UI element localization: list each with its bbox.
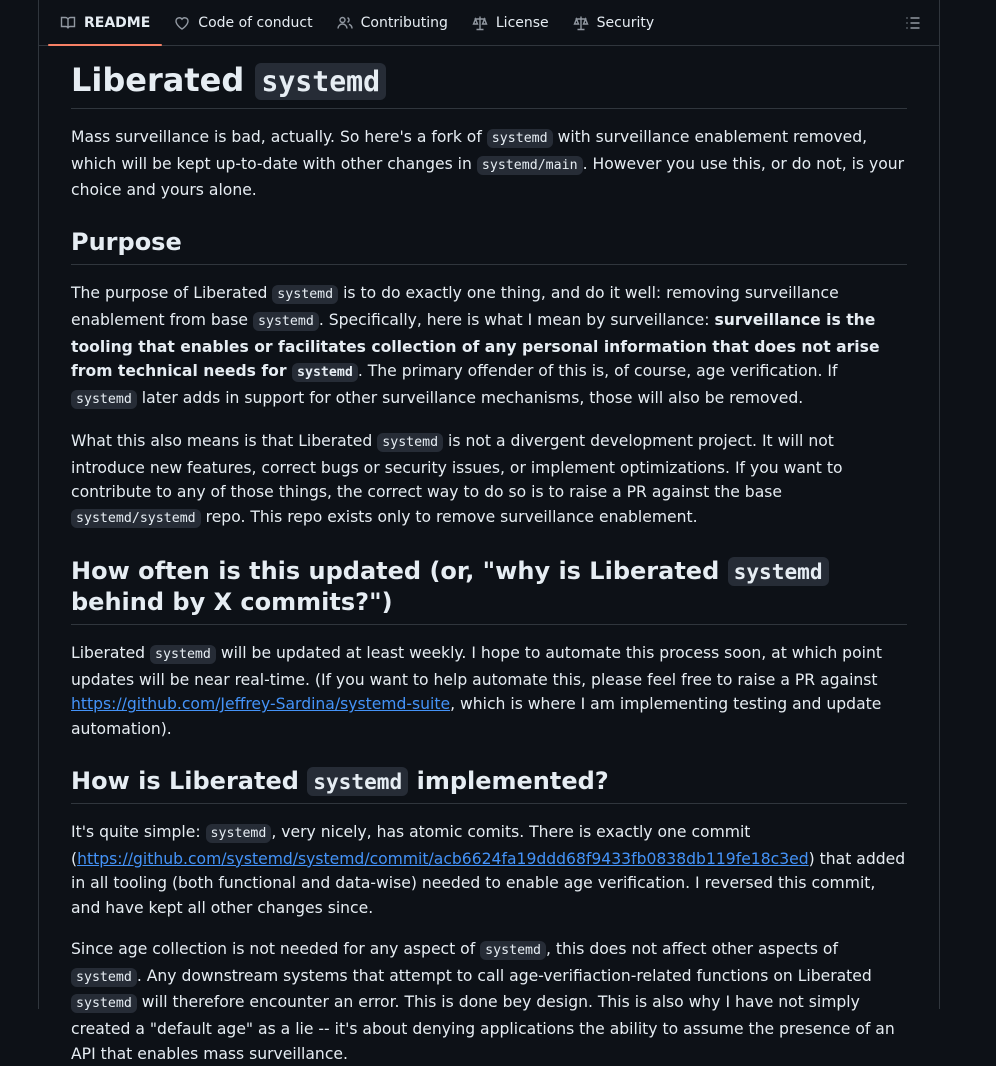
surveillance-definition: surveillance is the tooling that enables or facilitates collection of any personal information that does not arise from technical needs for systemd: [71, 311, 880, 381]
inline-code: systemd: [71, 968, 137, 987]
inline-code: systemd: [272, 285, 338, 304]
inline-code: systemd: [71, 994, 137, 1013]
readme-tab-bar: [39, 0, 939, 46]
readme-article: [39, 46, 939, 1066]
tab-readme[interactable]: [48, 0, 162, 45]
tab-code-of-conduct[interactable]: [162, 0, 324, 45]
tab-contributing-label: Contributing: [360, 14, 448, 31]
inline-code: systemd: [307, 767, 408, 796]
inline-code: systemd: [253, 312, 319, 331]
tab-readme-label: README: [84, 14, 151, 31]
heading-purpose: Purpose: [71, 227, 907, 265]
readme-panel: [38, 0, 940, 1063]
updates-paragraph: Liberated systemd will be updated at least weekly. I hope to automate this process soon, at which point updates will be near real-time. (If you want to help automate this, please feel free to raise a PR against https://github.com/Jeffrey-Sardina/systemd-suite, which is where I am implementing testing and update automation).: [71, 644, 882, 739]
inline-code: systemd: [480, 941, 546, 960]
tab-security-label: Security: [596, 14, 655, 31]
inline-code: systemd/main: [477, 156, 583, 175]
implementation-paragraph-2: Since age collection is not needed for any aspect of systemd , this does not affect other aspects of systemd . Any downstream systems that attempt to call age-verifiaction-related functions on Liberated systemd will therefore encounter an error. This is done bey design. This is also why I have not simply created a "default age" as a lie -- it's about denying applications the ability to assume the presence of an API that enables mass surveillance.: [71, 939, 895, 1063]
book-icon: [60, 15, 76, 31]
tab-license-label: License: [495, 14, 549, 31]
tab-code-of-conduct-label: Code of conduct: [198, 14, 313, 31]
inline-code: systemd: [728, 557, 829, 586]
outline-button[interactable]: [903, 13, 923, 33]
tab-security[interactable]: [561, 0, 667, 45]
commit-link[interactable]: https://github.com/systemd/systemd/commit/acb6624fa19ddd68f9433fb0838db119fe18c3ed: [77, 849, 809, 868]
inline-code: systemd: [255, 63, 386, 100]
purpose-paragraph-1: The purpose of Liberated systemd is to do exactly one thing, and do it well: removing surveillance enablement from base systemd . Specifically, here is what I mean by surveillance: surveillance is the tooling that enables or facilitates collection of any personal information that does not arise from technical needs for systemd . The primary offender of this is, of course, age verification. If systemd later adds in support for other surveillance mechanisms, those will also be removed.: [71, 284, 880, 408]
inline-code: systemd: [292, 363, 358, 382]
law-icon: [472, 15, 488, 31]
list-unordered-icon: [905, 15, 921, 31]
heading-update-frequency: How often is this updated (or, "why is Liberated systemd behind by X commits?"): [71, 556, 907, 625]
people-icon: [337, 15, 353, 31]
heart-icon: [174, 15, 190, 31]
law-icon: [573, 15, 589, 31]
heading-implementation: How is Liberated systemd implemented?: [71, 766, 907, 804]
inline-code: systemd/systemd: [71, 509, 201, 528]
inline-code: systemd: [377, 433, 443, 452]
inline-code: systemd: [150, 645, 216, 664]
systemd-suite-link[interactable]: https://github.com/Jeffrey-Sardina/systemd-suite: [71, 695, 451, 714]
purpose-paragraph-2: What this also means is that Liberated systemd is not a divergent development project. It will not introduce new features, correct bugs or security issues, or implement optimizations. If you want to contribute to any of those things, the correct way to do so is to raise a PR against the base systemd/systemd repo. This repo exists only to remove surveillance enablement.: [71, 431, 843, 526]
inline-code: systemd: [71, 390, 137, 409]
tab-license[interactable]: [460, 0, 561, 45]
inline-code: systemd: [487, 129, 553, 148]
tab-contributing[interactable]: [325, 0, 460, 45]
page-title: Liberated systemd: [71, 60, 907, 109]
intro-paragraph: Mass surveillance is bad, actually. So here's a fork of systemd with surveillance enablement removed, which will be kept up-to-date with other changes in systemd/main . However you use this, or do not, is your choice and yours alone.: [71, 128, 905, 200]
implementation-paragraph-1: It's quite simple: systemd , very nicely, has atomic comits. There is exactly one commit (https://github.com/systemd/systemd/commit/acb6624fa19ddd68f9433fb0838db119fe18c3ed) that added in all tooling (both functional and data-wise) needed to enable age verification. I reversed this commit, and have kept all other changes since.: [71, 823, 906, 918]
inline-code: systemd: [206, 824, 272, 843]
